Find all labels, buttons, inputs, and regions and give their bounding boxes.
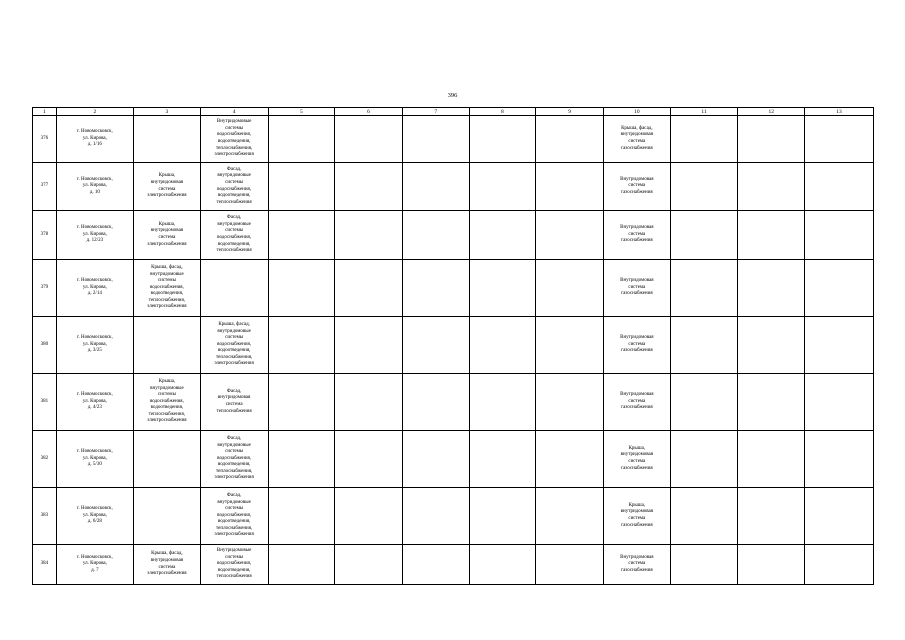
column-header: 7 [402,108,469,116]
table-cell [805,260,874,317]
table-cell [268,374,335,431]
table-cell: Внутридомовая система газоснабжения [604,317,671,374]
column-header: 4 [200,108,268,116]
column-header: 8 [469,108,536,116]
table-cell: Внутридомовая система газоснабжения [604,545,671,585]
table-cell [536,211,604,260]
row-number-cell: 376 [33,116,57,163]
table-cell [402,374,469,431]
address-cell: г. Новомосковск, ул. Кирова, д. 3/25 [56,317,133,374]
table-cell [134,431,201,488]
table-cell [402,545,469,585]
table-cell [670,545,738,585]
table-cell [134,116,201,163]
table-cell: Крыша, фасад, внутридомовая система газоснабжения [604,116,671,163]
table-cell [738,260,805,317]
table-cell [268,116,335,163]
row-number-cell: 378 [33,211,57,260]
table-cell [738,211,805,260]
table-cell [536,116,604,163]
table-cell: Внутридомовая система газоснабжения [604,163,671,211]
table-cell [469,211,536,260]
table-row [33,116,874,163]
table-cell [670,374,738,431]
column-header: 6 [335,108,403,116]
table-cell [805,163,874,211]
table-cell [536,431,604,488]
address-cell: г. Новомосковск, ул. Кирова, д. 7 [56,545,133,585]
address-cell: г. Новомосковск, ул. Кирова, д. 2/14 [56,260,133,317]
table-row [33,374,874,431]
row-number-cell: 381 [33,374,57,431]
table-row [33,317,874,374]
table-cell [469,163,536,211]
table-cell: Крыша, внутридомовая система электроснабжения [134,163,201,211]
table-cell [738,317,805,374]
table-row [33,488,874,545]
table-cell: Фасад, внутридомовые системы водоснабжения, водоотведения, теплоснабжения, электроснабжения [200,431,268,488]
column-header: 1 [33,108,57,116]
table-cell [670,317,738,374]
table-cell [402,431,469,488]
table-cell [469,317,536,374]
table-cell [805,374,874,431]
table-row [33,211,874,260]
table-cell [335,163,403,211]
table-cell [536,260,604,317]
address-cell: г. Новомосковск, ул. Кирова, д. 10 [56,163,133,211]
header-row [33,108,874,116]
table-cell [738,431,805,488]
column-header: 9 [536,108,604,116]
table-cell [335,211,403,260]
row-number-cell: 382 [33,431,57,488]
table-cell: Крыша, фасад, внутридомовые системы водоснабжения, водоотведения, теплоснабжения, электроснабжения [200,317,268,374]
table-cell [402,317,469,374]
table-cell [268,431,335,488]
table-cell [402,163,469,211]
table-cell [670,431,738,488]
table-cell [268,488,335,545]
address-cell: г. Новомосковск, ул. Кирова, д. 4/23 [56,374,133,431]
table-cell [805,211,874,260]
table-cell [268,260,335,317]
table-cell [268,317,335,374]
table-cell [670,116,738,163]
table-cell: Крыша, фасад, внутридомовые системы водоснабжения, водоотведения, теплоснабжения, электроснабжения [134,260,201,317]
table-cell [805,545,874,585]
row-number-cell: 377 [33,163,57,211]
table-cell [402,116,469,163]
table-cell [335,116,403,163]
table-cell: Крыша, внутридомовая система электроснабжения [134,211,201,260]
page-number: 396 [447,92,458,99]
table-cell [469,116,536,163]
table-cell: Внутридомовая система газоснабжения [604,374,671,431]
table-cell: Фасад, внутридомовые системы водоснабжения, водоотведения, теплоснабжения, электроснабжения [200,488,268,545]
table-cell: Крыша, внутридомовая система газоснабжения [604,431,671,488]
table-cell: Фасад, внутридомовые системы водоснабжения, водоотведения, теплоснабжения [200,163,268,211]
table-row [33,260,874,317]
row-number-cell: 379 [33,260,57,317]
table-cell [335,431,403,488]
column-header: 12 [738,108,805,116]
table-cell: Крыша, фасад, внутридомовая система электроснабжения [134,545,201,585]
table-cell [738,116,805,163]
table-cell [469,374,536,431]
table-cell [805,116,874,163]
table-cell [805,317,874,374]
row-number-cell: 383 [33,488,57,545]
table-row [33,431,874,488]
table-cell [335,317,403,374]
address-cell: г. Новомосковск, ул. Кирова, д. 5/30 [56,431,133,488]
table-cell [536,374,604,431]
column-header: 2 [56,108,133,116]
table-cell [200,260,268,317]
table-cell [134,488,201,545]
table-cell [670,211,738,260]
row-number-cell: 384 [33,545,57,585]
table-cell [134,317,201,374]
table-cell [402,260,469,317]
table-cell [670,163,738,211]
table-cell [402,211,469,260]
repair-schedule-table [32,107,874,585]
table-cell [268,211,335,260]
table-cell [469,260,536,317]
table-cell [536,163,604,211]
table-cell [268,163,335,211]
column-header: 13 [805,108,874,116]
table-cell [738,545,805,585]
table-cell: Крыша, внутридомовые системы водоснабжения, водоотведения, теплоснабжения, электроснабжения [134,374,201,431]
table-cell: Фасад, внутридомовые системы водоснабжения, водоотведения, теплоснабжения [200,211,268,260]
table-cell [469,545,536,585]
column-header: 5 [268,108,335,116]
table-cell: Фасад, внутридомовая система теплоснабжения [200,374,268,431]
column-header: 11 [670,108,738,116]
table-row [33,163,874,211]
table-cell: Внутридомовые системы водоснабжения, водоотведения, теплоснабжения, электроснабжения [200,116,268,163]
table-cell: Внутридомовые системы водоснабжения, водоотведения, теплоснабжения [200,545,268,585]
table-cell [335,260,403,317]
table-cell [402,488,469,545]
row-number-cell: 380 [33,317,57,374]
table-cell [469,488,536,545]
table-row [33,545,874,585]
table-cell [335,545,403,585]
table-cell [670,260,738,317]
table-cell [536,317,604,374]
table-cell [536,545,604,585]
table-cell [805,431,874,488]
column-header: 3 [134,108,201,116]
column-header: 10 [604,108,671,116]
address-cell: г. Новомосковск, ул. Кирова, д. 1/16 [56,116,133,163]
table-cell: Внутридомовая система газоснабжения [604,260,671,317]
address-cell: г. Новомосковск, ул. Кирова, д. 6/28 [56,488,133,545]
table-cell [469,431,536,488]
table-cell [268,545,335,585]
table-cell [738,163,805,211]
table-cell [335,488,403,545]
table-cell [670,488,738,545]
table-cell [805,488,874,545]
table-body [33,116,874,585]
table-cell [335,374,403,431]
address-cell: г. Новомосковск, ул. Кирова, д. 12/23 [56,211,133,260]
table-cell [536,488,604,545]
table-cell: Внутридомовая система газоснабжения [604,211,671,260]
table-cell [738,488,805,545]
table-cell [738,374,805,431]
table-cell: Крыша, внутридомовая система газоснабжения [604,488,671,545]
